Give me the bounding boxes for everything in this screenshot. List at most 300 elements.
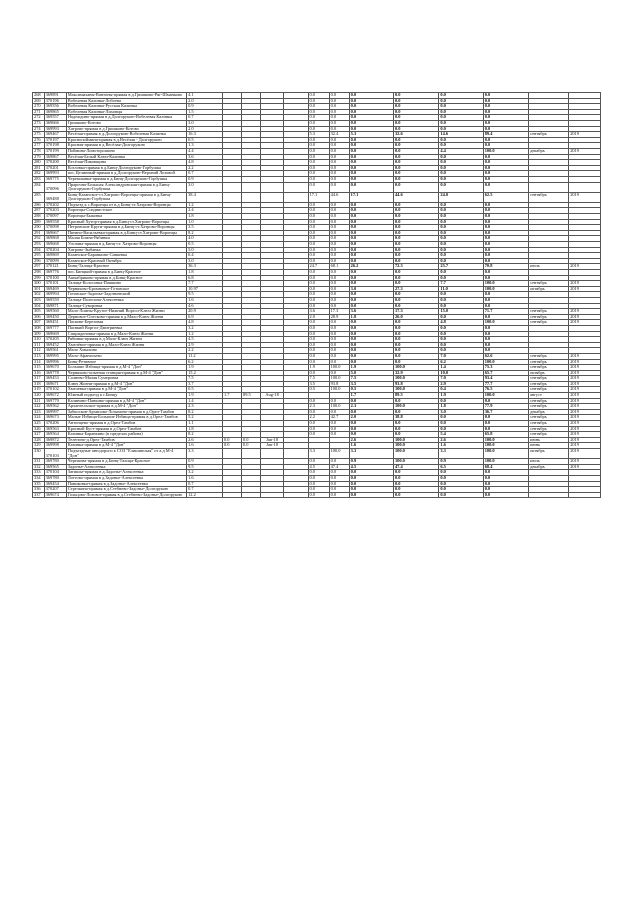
length-cell: 3.0 <box>187 182 223 192</box>
plan-percent-cell: 0.0 <box>329 348 349 354</box>
road-code-cell: 369995 <box>44 353 66 359</box>
row-number-cell: 331 <box>33 459 45 465</box>
total-length-cell: 0.0 <box>439 415 483 421</box>
total-length-cell: 0.0 <box>439 236 483 242</box>
plan-percent-cell: 0.0 <box>329 275 349 281</box>
plan-percent-cell: 93.8 <box>329 381 349 387</box>
completion-year-cell: 2019 <box>569 353 601 359</box>
road-code-cell: 369670 <box>44 365 66 371</box>
fact-percent-cell: 100.0 <box>393 404 438 410</box>
total-percent-cell: 100.0 <box>483 443 528 449</box>
road-name-cell: Пятино-Васильевка-прямая в д.Бинц-ст.Хатрово-Воронцы <box>66 230 186 236</box>
fact-length-cell: 1.6 <box>349 443 393 449</box>
total-percent-cell: 71.7 <box>483 309 528 315</box>
row-number-cell: 298 <box>33 270 45 276</box>
road-name-cell: Солнево-Малая Сумеровка <box>66 376 186 382</box>
total-length-cell: 15.0 <box>439 309 483 315</box>
completion-year-cell: 2019 <box>569 281 601 287</box>
plan-length-cell: 5.3 <box>308 132 329 138</box>
completion-year-cell: 2019 <box>569 437 601 443</box>
road-code-cell: 369469 <box>44 286 66 292</box>
completion-month-cell: июнь <box>529 443 569 449</box>
road-name-cell: Черняхово-опытная станция-прямая в д.М-4 "Дон" <box>66 370 186 376</box>
road-code-cell: 370204 <box>44 247 66 253</box>
fact-length-cell: 0.0 <box>349 126 393 132</box>
road-code-cell: 369865 <box>44 109 66 115</box>
total-length-cell: 0.0 <box>439 109 483 115</box>
total-percent-cell: 0.0 <box>483 137 528 143</box>
plan-length-cell: 0.0 <box>308 320 329 326</box>
total-percent-cell: 0.0 <box>483 303 528 309</box>
total-percent-cell: 0.0 <box>483 242 528 248</box>
fact-percent-cell: 0.0 <box>393 320 438 326</box>
completion-month-cell: сентябрь <box>529 421 569 427</box>
road-name-cell: Стрелкина-прямая в д.Стебнево-Задонье-Долгорукою <box>66 487 186 493</box>
row-number-cell: 310 <box>33 337 45 343</box>
completion-month-cell: июль <box>529 264 569 270</box>
completion-month-cell: сентябрь <box>529 365 569 371</box>
total-length-cell: 3.0 <box>439 409 483 415</box>
road-name-cell: Гольцово-Лозовое-прямая в д.Стебнево-Задонье-Долгорукою <box>66 492 186 498</box>
total-percent-cell: 0.0 <box>483 492 528 498</box>
completion-year-cell: 2019 <box>569 443 601 449</box>
total-length-cell: 0.0 <box>439 337 483 343</box>
total-percent-cell: 0.0 <box>483 475 528 481</box>
road-name-cell: Краснопоймина-прямая в д.Весёлая - Долгорукою <box>66 137 186 143</box>
fact-percent-cell: 0.0 <box>393 432 438 438</box>
road-code-cell: 370104 <box>44 470 66 476</box>
fact-percent-cell: 47.4 <box>393 464 438 470</box>
plan-length-cell: 0.0 <box>308 214 329 220</box>
road-name-cell: Большие Избища-прямая в д.М-4 "Дон" <box>66 365 186 371</box>
fact-length-cell: 0.0 <box>349 426 393 432</box>
row-number-cell: 279 <box>33 154 45 160</box>
road-code-cell: 369780 <box>44 459 66 465</box>
road-name-cell: Красная-прямая в д.Весёлая-Долгорукою <box>66 143 186 149</box>
road-code-cell: 369453 <box>44 376 66 382</box>
plan-percent-cell: 0.0 <box>329 182 349 192</box>
plan-percent-cell: 0.0 <box>329 148 349 154</box>
total-length-cell: 0.0 <box>439 247 483 253</box>
road-name-cell: Хмелевка-прямая в д.М-4 "Дон" <box>66 387 186 393</box>
plan-percent-cell: 0.0 <box>329 370 349 376</box>
completion-year-cell: 2019 <box>569 393 601 399</box>
fact-length-cell: 0.0 <box>349 475 393 481</box>
extra-cell <box>284 192 308 202</box>
length-cell: 5.2 <box>187 415 223 421</box>
plan-length-cell: 0.0 <box>308 230 329 236</box>
total-length-cell: 11.0 <box>439 286 483 292</box>
completion-month-cell: сентябрь <box>529 398 569 404</box>
plan-length-cell: 4.5 <box>308 464 329 470</box>
total-percent-cell: 100.0 <box>483 437 528 443</box>
plan-percent-cell: 0.0 <box>329 236 349 242</box>
plan-length-cell: 0.0 <box>308 120 329 126</box>
row-number-cell: 312 <box>33 348 45 354</box>
fact-length-cell: 0.0 <box>349 398 393 404</box>
fact-percent-cell: 0.0 <box>393 126 438 132</box>
completion-year-cell: 2019 <box>569 409 601 415</box>
road-name-cell: Вобелевая Калинка-Лобоева <box>66 98 186 104</box>
fact-percent-cell: 0.0 <box>393 492 438 498</box>
total-percent-cell: 62.5 <box>483 192 528 202</box>
completion-year-cell: 2019 <box>569 370 601 376</box>
fact-length-cell: 0.0 <box>349 320 393 326</box>
fact-percent-cell: 0.0 <box>393 325 438 331</box>
repair-date-cell: Aug-18 <box>261 393 284 399</box>
fact-percent-cell: 44.6 <box>393 192 438 202</box>
plan-length-cell: 0.0 <box>308 353 329 359</box>
row-number-cell: 286 <box>33 202 45 208</box>
repair-length-cell: 0.0 <box>223 437 242 443</box>
completion-year-cell: 2019 <box>569 449 601 459</box>
road-register-table <box>32 92 601 498</box>
total-length-cell: 0.0 <box>439 253 483 259</box>
fact-percent-cell: 0.0 <box>393 475 438 481</box>
plan-percent-cell: 68.1 <box>329 264 349 270</box>
plan-length-cell: 0.0 <box>308 432 329 438</box>
road-name-cell: Черемшанка-прямая в д.Бинц-Долгорукою-Горбушка <box>66 176 186 182</box>
fact-percent-cell: 100.0 <box>393 449 438 459</box>
length-cell: 2.9 <box>187 342 223 348</box>
total-length-cell: 0.0 <box>439 208 483 214</box>
completion-year-cell: 2019 <box>569 432 601 438</box>
length-cell: 8.2 <box>187 432 223 438</box>
road-code-cell: 369450 <box>44 314 66 320</box>
road-name-cell: Мало Хмылино <box>66 348 186 354</box>
plan-percent-cell: 0.0 <box>329 398 349 404</box>
road-name-cell: Красный Куст-прямая в д.Орел-Тамбов <box>66 426 186 432</box>
plan-percent-cell: 0.0 <box>329 426 349 432</box>
fact-percent-cell: 0.0 <box>393 275 438 281</box>
length-cell: 0.9 <box>187 104 223 110</box>
plan-length-cell: 0.0 <box>308 398 329 404</box>
total-percent-cell: 0.0 <box>483 325 528 331</box>
row-number-cell: 332 <box>33 464 45 470</box>
plan-percent-cell: 32.4 <box>329 132 349 138</box>
plan-length-cell: 0.0 <box>308 292 329 298</box>
plan-length-cell: 0.0 <box>308 109 329 115</box>
total-percent-cell: 0.0 <box>483 160 528 166</box>
plan-length-cell: 0.0 <box>308 137 329 143</box>
row-number-cell: 313 <box>33 353 45 359</box>
road-name-cell: Ашкабриково-прямая в д.Бинц-Красное <box>66 275 186 281</box>
road-name-cell: Казинка-Баранкино (в пределах района) <box>66 432 186 438</box>
fact-percent-cell: 0.0 <box>393 409 438 415</box>
road-code-cell: 370205 <box>44 337 66 343</box>
fact-length-cell: 0.0 <box>349 247 393 253</box>
total-percent-cell: 0.0 <box>483 236 528 242</box>
row-number-cell: 300 <box>33 281 45 287</box>
table-row <box>33 192 601 202</box>
plan-length-cell: 0.0 <box>308 421 329 427</box>
fact-length-cell: 0.0 <box>349 297 393 303</box>
row-number-cell: 284 <box>33 182 45 192</box>
total-length-cell: 0.0 <box>439 93 483 99</box>
repair-date-cell: Jun-18 <box>261 437 284 443</box>
total-percent-cell: 76.5 <box>483 387 528 393</box>
length-cell: 1.2 <box>187 331 223 337</box>
completion-year-cell <box>569 492 601 498</box>
row-number-cell: 276 <box>33 137 45 143</box>
total-length-cell: 0.4 <box>439 387 483 393</box>
fact-length-cell: 0.0 <box>349 176 393 182</box>
total-percent-cell: 0.0 <box>483 225 528 231</box>
road-code-cell: 369667 <box>44 230 66 236</box>
completion-month-cell: сентябрь <box>529 353 569 359</box>
fact-length-cell: 0.0 <box>349 303 393 309</box>
plan-length-cell: 0.0 <box>308 208 329 214</box>
plan-length-cell: 0.0 <box>308 258 329 264</box>
total-percent-cell: 0.0 <box>483 275 528 281</box>
total-percent-cell: 100.0 <box>483 359 528 365</box>
plan-length-cell: 0.0 <box>308 492 329 498</box>
total-percent-cell: 0.0 <box>483 270 528 276</box>
length-cell: 3.2 <box>187 470 223 476</box>
plan-percent-cell: 44.6 <box>329 192 349 202</box>
total-percent-cell: 0.0 <box>483 297 528 303</box>
road-code-cell: 370100 <box>44 275 66 281</box>
completion-year-cell: 2019 <box>569 320 601 326</box>
fact-percent-cell: 100.0 <box>393 365 438 371</box>
fact-percent-cell: 0.0 <box>393 303 438 309</box>
extra-cell <box>284 492 308 498</box>
total-length-cell: 6.2 <box>439 359 483 365</box>
fact-percent-cell: 0.0 <box>393 225 438 231</box>
length-cell: 36.3 <box>187 264 223 270</box>
total-length-cell: 0.0 <box>439 98 483 104</box>
road-code-cell: 370121 <box>44 264 66 270</box>
total-length-cell: 7.0 <box>439 353 483 359</box>
road-code-cell: 369869 <box>44 253 66 259</box>
row-number-cell: 318 <box>33 381 45 387</box>
row-number-cell: 271 <box>33 109 45 115</box>
repair-date-cell <box>261 492 284 498</box>
total-percent-cell: 89.4 <box>483 132 528 138</box>
row-number-cell: 275 <box>33 132 45 138</box>
row-number-cell: 288 <box>33 214 45 220</box>
plan-length-cell: 0.0 <box>308 409 329 415</box>
road-code-cell: 369560 <box>44 309 66 315</box>
fact-percent-cell: 0.0 <box>393 160 438 166</box>
total-length-cell: 0.0 <box>439 104 483 110</box>
repair-length-cell: 1.7 <box>223 393 242 399</box>
length-cell: 2.3 <box>187 404 223 410</box>
total-length-cell: 14.6 <box>439 132 483 138</box>
row-number-cell: 320 <box>33 393 45 399</box>
fact-length-cell: 0.5 <box>349 387 393 393</box>
fact-length-cell: 0.0 <box>349 337 393 343</box>
total-length-cell: 0.0 <box>439 475 483 481</box>
road-name-cell: Казинка-прямая в д.М-4 "Дон" <box>66 443 186 449</box>
completion-year-cell: 2019 <box>569 421 601 427</box>
plan-percent-cell: 0.0 <box>329 297 349 303</box>
road-name-cell: Черняхово-Бромновое-Готовское <box>66 286 186 292</box>
row-number-cell: 287 <box>33 208 45 214</box>
repair-length-cell <box>223 182 242 192</box>
plan-length-cell: 0.0 <box>308 475 329 481</box>
completion-month-cell: сентябрь <box>529 359 569 365</box>
plan-length-cell: 0.0 <box>308 303 329 309</box>
road-code-cell: 369563 <box>44 426 66 432</box>
plan-length-cell: 2.2 <box>308 415 329 421</box>
fact-length-cell: 0.0 <box>349 109 393 115</box>
length-cell: 1.9 <box>187 393 223 399</box>
fact-length-cell: 0.0 <box>349 409 393 415</box>
fact-percent-cell: 0.0 <box>393 331 438 337</box>
plan-percent-cell: 0.0 <box>329 160 349 166</box>
plan-length-cell: 0.0 <box>308 98 329 104</box>
fact-percent-cell: 0.0 <box>393 253 438 259</box>
fact-length-cell: 0.0 <box>349 270 393 276</box>
plan-percent-cell: 17.3 <box>329 309 349 315</box>
completion-year-cell: 2019 <box>569 415 601 421</box>
road-code-cell: 370198 <box>44 143 66 149</box>
plan-percent-cell: 0.0 <box>329 459 349 465</box>
fact-percent-cell: 0.0 <box>393 426 438 432</box>
total-length-cell: 0.0 <box>439 331 483 337</box>
completion-year-cell: 2019 <box>569 286 601 292</box>
completion-year-cell: 2019 <box>569 264 601 270</box>
road-name-cell: Забиосков-Архипово-Лопахино-прямая в д.Орел-Тамбов <box>66 409 186 415</box>
fact-length-cell: 1.9 <box>349 365 393 371</box>
row-number-cell: 314 <box>33 359 45 365</box>
table-row <box>33 449 601 459</box>
plan-percent-cell: 0.0 <box>329 98 349 104</box>
plan-length-cell: 0.0 <box>308 160 329 166</box>
road-name-cell: Петровские Круги-прямая в д.Бинц-ст.Хатрово-Воронцы <box>66 225 186 231</box>
total-percent-cell: 0.0 <box>483 176 528 182</box>
length-cell: 1.8 <box>187 214 223 220</box>
total-length-cell: 0.0 <box>439 242 483 248</box>
plan-length-cell: 0.0 <box>308 104 329 110</box>
road-name-cell: Антонцево-прямая в д.Орел-Тамбов <box>66 421 186 427</box>
road-code-cell: 369452 <box>44 342 66 348</box>
total-length-cell: 0.0 <box>439 398 483 404</box>
fact-length-cell: 2.3 <box>349 404 393 410</box>
total-percent-cell: 0.0 <box>483 487 528 493</box>
fact-length-cell: 7.5 <box>349 376 393 382</box>
plan-percent-cell: 100.0 <box>329 376 349 382</box>
fact-percent-cell: 0.0 <box>393 104 438 110</box>
completion-year-cell: 2019 <box>569 359 601 365</box>
total-length-cell: 0.0 <box>439 348 483 354</box>
length-cell: 3.0 <box>187 258 223 264</box>
fact-percent-cell: 0.0 <box>393 270 438 276</box>
total-length-cell: 5.4 <box>439 432 483 438</box>
repair-percent-cell: 89.5 <box>242 393 261 399</box>
repair-percent-cell: 0.0 <box>242 437 261 443</box>
road-code-cell: 369672 <box>44 393 66 399</box>
total-percent-cell: 100.0 <box>483 393 528 399</box>
fact-length-cell: 0.0 <box>349 331 393 337</box>
length-cell: 11.2 <box>187 353 223 359</box>
row-number-cell: 317 <box>33 376 45 382</box>
completion-month-cell: сентябрь <box>529 404 569 410</box>
completion-month-cell: сентябрь <box>529 132 569 138</box>
total-length-cell: 0.0 <box>439 481 483 487</box>
fact-percent-cell: 0.0 <box>393 242 438 248</box>
road-code-cell: 370098 <box>44 225 66 231</box>
plan-length-cell: 17.1 <box>308 192 329 202</box>
row-number-cell: 315 <box>33 365 45 371</box>
length-cell: 9.5 <box>187 464 223 470</box>
road-name-cell: Талица-Полесина-Алексеевка <box>66 297 186 303</box>
road-name-cell: Малые Избища-Большие Избища-прямая в д.Орел-Тамбов <box>66 415 186 421</box>
length-cell: 1.8 <box>187 426 223 432</box>
row-number-cell: 292 <box>33 236 45 242</box>
road-name-cell: Задонье-Алексеевка <box>66 464 186 470</box>
completion-year-cell: 2019 <box>569 387 601 393</box>
length-cell: 4.6 <box>187 303 223 309</box>
length-cell: 1.3 <box>187 143 223 149</box>
fact-percent-cell: 0.0 <box>393 93 438 99</box>
row-number-cell: 307 <box>33 320 45 326</box>
length-cell: 15.2 <box>187 370 223 376</box>
row-number-cell: 268 <box>33 93 45 99</box>
extra-cell <box>284 182 308 192</box>
road-code-cell: 369556 <box>44 104 66 110</box>
road-name-cell: Малая Бомна-Рябинки <box>66 236 186 242</box>
fact-percent-cell: 100.0 <box>393 437 438 443</box>
plan-length-cell: 0.0 <box>308 337 329 343</box>
road-name-cell: Подъездные автодороги к СОЗ "Елишинская" от а.д М-4 "Дон" <box>66 449 186 459</box>
length-cell: 0.5 <box>187 137 223 143</box>
total-percent-cell: 0.0 <box>483 93 528 99</box>
row-number-cell: 321 <box>33 398 45 404</box>
plan-percent-cell: 0.0 <box>329 342 349 348</box>
fact-percent-cell: 0.0 <box>393 120 438 126</box>
fact-length-cell: 0.0 <box>349 171 393 177</box>
road-code-cell: 369776 <box>44 270 66 276</box>
road-name-cell: Козловка-прямая в д.Бинц-Долгорукою-Горбушка <box>66 165 186 171</box>
row-number-cell: 322 <box>33 404 45 410</box>
repair-percent-cell <box>242 192 261 202</box>
total-percent-cell: 0.0 <box>483 314 528 320</box>
road-code-cell: 369666 <box>44 120 66 126</box>
length-cell: 2.0 <box>187 126 223 132</box>
road-name-cell: Лоттово-прямая в д.Задонье-Алексеевка <box>66 475 186 481</box>
repair-length-cell: 0.0 <box>223 443 242 449</box>
total-percent-cell: 0.0 <box>483 342 528 348</box>
completion-year-cell: 2019 <box>569 404 601 410</box>
total-percent-cell: 100.0 <box>483 281 528 287</box>
fact-percent-cell: 0.0 <box>393 109 438 115</box>
total-length-cell: 4.4 <box>439 148 483 154</box>
row-number-cell: 330 <box>33 449 45 459</box>
row-number-cell: 309 <box>33 331 45 337</box>
road-name-cell: пос.Целинный-прямая в д.Долгорукою-Верхний Лозовой <box>66 171 186 177</box>
total-percent-cell: 0.0 <box>483 98 528 104</box>
plan-percent-cell: 0.0 <box>329 409 349 415</box>
length-cell: 3.3 <box>187 449 223 459</box>
completion-month-cell: сентябрь <box>529 314 569 320</box>
fact-percent-cell: 0.0 <box>393 481 438 487</box>
fact-length-cell: 3.0 <box>349 286 393 292</box>
row-number-cell: 335 <box>33 481 45 487</box>
plan-percent-cell: 0.0 <box>329 225 349 231</box>
plan-percent-cell: 0.0 <box>329 154 349 160</box>
repair-length-cell <box>223 492 242 498</box>
road-name-cell: Черешова-прямая в д.Бинц-Талица-Красное <box>66 459 186 465</box>
total-percent-cell: 0.0 <box>483 154 528 160</box>
plan-percent-cell: 0.0 <box>329 320 349 326</box>
length-cell: 1.1 <box>187 421 223 427</box>
fact-percent-cell: 0.0 <box>393 470 438 476</box>
completion-month-cell: октябрь <box>529 370 569 376</box>
completion-month-cell: октябрь <box>529 286 569 292</box>
total-length-cell: 0.0 <box>439 202 483 208</box>
